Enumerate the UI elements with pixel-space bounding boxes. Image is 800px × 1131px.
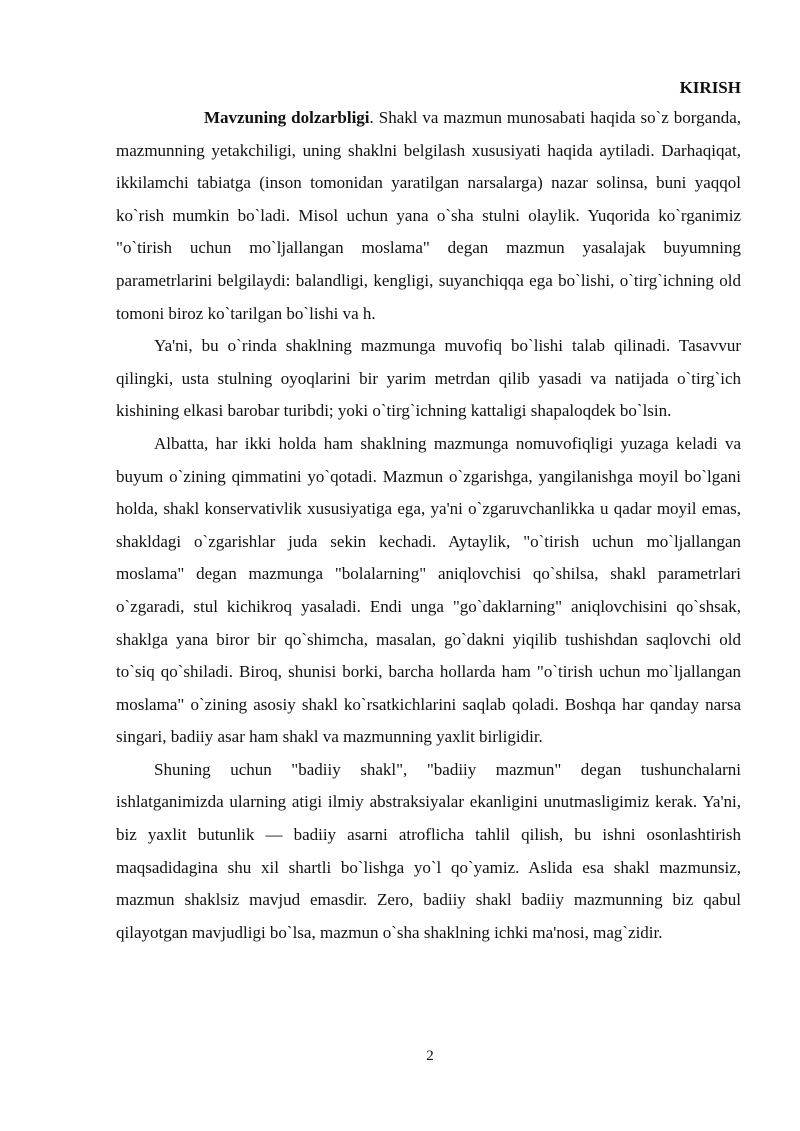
- page-content: [116, 74, 741, 949]
- intro-bold-lead: Mavzuning dolzarbligi: [204, 108, 370, 127]
- page-number: 2: [426, 1048, 434, 1064]
- body-paragraph: Albatta, har ikki holda ham shaklning mazmunga nomuvofiqligi yuzaga keladi va buyum o`zining qimmatini yo`qotadi. Mazmun o`zgarishga, yangilanishga moyil bo`lgani holda, shakl konservativlik xususiyatiga ega, ya'ni o`zgaruvchanlikka u qadar moyil emas, shakldagi o`zgarishlar juda sekin kechadi. Aytaylik, "o`tirish uchun mo`ljallangan moslama" degan mazmunga "bolalarning" aniqlovchisi qo`shilsa, shakl parametrlari o`zgaradi, stul kichikroq yasaladi. Endi unga "go`daklarning" aniqlovchisini qo`shsak, shaklga yana biror bir qo`shimcha, masalan, go`dakni yiqilib tushishdan saqlovchi old to`siq qo`shiladi. Biroq, shunisi borki, barcha hollarda ham "o`tirish uchun mo`ljallangan moslama" o`zining asosiy shakl ko`rsatkichlarini saqlab qoladi. Boshqa har qanday narsa singari, badiiy asar ham shakl va mazmunning yaxlit birligidir.: [116, 433, 741, 747]
- body-paragraph: Shuning uchun "badiiy shakl", "badiiy mazmun" degan tushunchalarni ishlatganimizda ularning atigi ilmiy abstraksiyalar ekanligini unutmasligimiz kerak. Ya'ni, biz yaxlit butunlik — badiiy asarni atroflicha tahlil qilish, bu ishni osonlashtirish maqsadidagina shu xil shartli bo`lishga yo`l qo`yamiz. Aslida esa shakl mazmunsiz, mazmun shaklsiz mavjud emasdir. Zero, badiiy shakl badiiy mazmunning biz qabul qilayotgan mavjudligi bo`lsa, mazmun o`sha shaklning ichki ma'nosi, mag`zidir.: [116, 759, 741, 942]
- intro-paragraph: [116, 102, 741, 330]
- page-heading: KIRISH: [679, 78, 741, 97]
- intro-paragraph-text: . Shakl va mazmun munosabati haqida so`z borganda, mazmunning yetakchiligi, uning shaklni belgilash xususiyati haqida aytiladi. Darhaqiqat, ikkilamchi tabiatga (inson tomonidan yaratilgan narsalarga) nazar solinsa, buni yaqqol ko`rish mumkin bo`ladi. Misol uchun yana o`sha stulni olaylik. Yuqorida ko`rganimiz "o`tirish uchun mo`ljallangan moslama" degan mazmun yasalajak buyumning parametrlarini belgilaydi: balandligi, kengligi, suyanchiqqa ega bo`lishi, o`tirg`ichning old tomoni biroz ko`tarilgan bo`lishi va h.: [116, 108, 741, 323]
- body-paragraph: Ya'ni, bu o`rinda shaklning mazmunga muvofiq bo`lishi talab qilinadi. Tasavvur qilingki, usta stulning oyoqlarini bir yarim metrdan qilib yasadi va natijada o`tirg`ich kishining elkasi barobar turibdi; yoki o`tirg`ichning kattaligi shapaloqdek bo`lsin.: [116, 336, 741, 421]
